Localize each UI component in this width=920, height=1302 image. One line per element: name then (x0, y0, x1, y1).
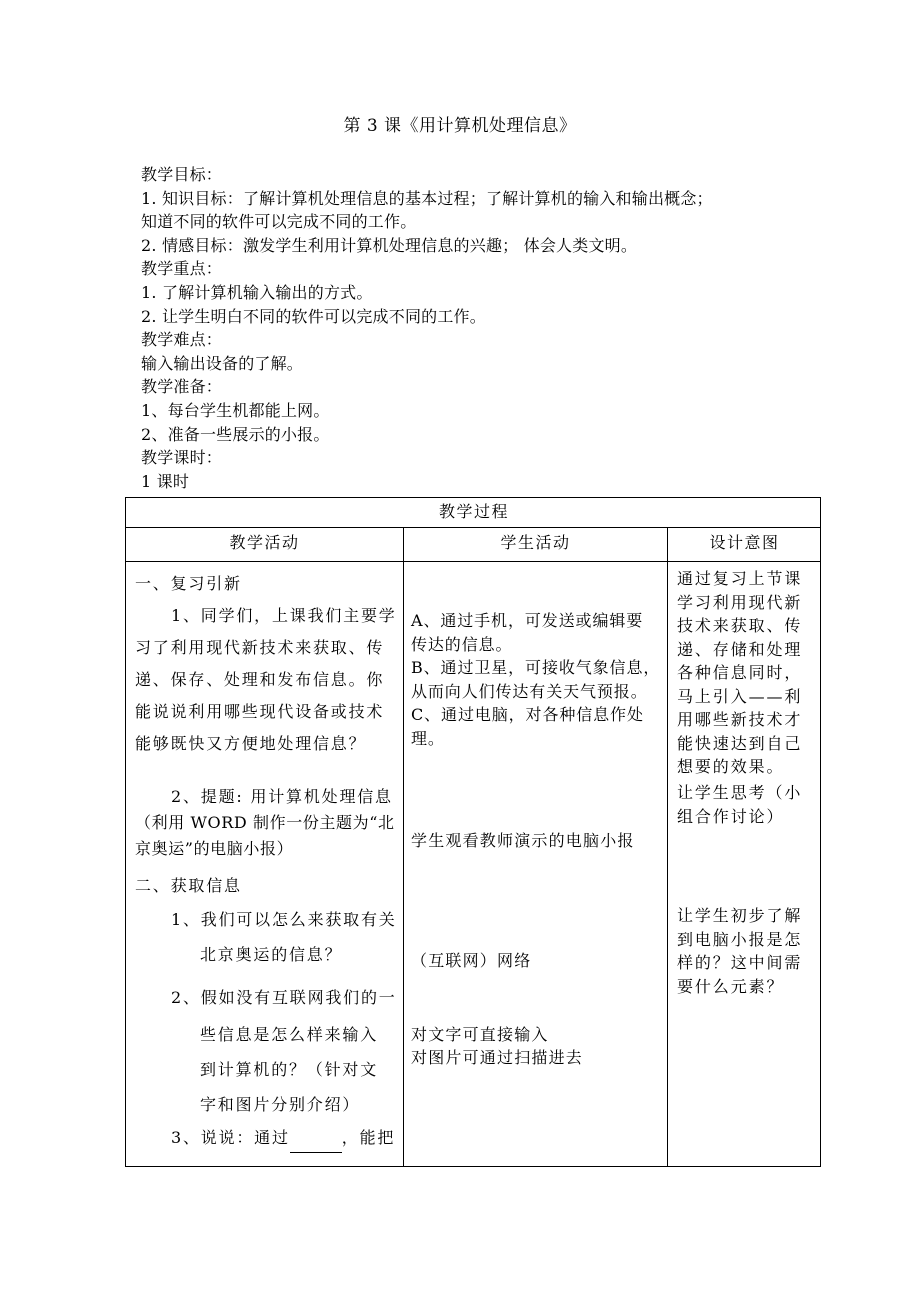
intro-line: 1 课时 (141, 471, 190, 491)
student-internet: （互联网）网络 (411, 951, 532, 970)
column-divider (667, 528, 668, 1166)
intent-line: 能快速达到自己 (677, 733, 803, 753)
intent-line: 技术来获取、传 (677, 616, 803, 635)
student-answer-line: 理。 (411, 728, 445, 748)
intent-line: 马上引入——利 (677, 686, 803, 706)
get-info-question-2: 2、假如没有互联网我们的一 (171, 988, 397, 1007)
get-info-question-1-cont: 北京奥运的信息？ (200, 945, 343, 964)
review-line: 递、保存、处理和发布信息。你 (135, 670, 385, 689)
review-line: 1、同学们，上课我们主要学 (171, 606, 397, 625)
student-watch-demo: 学生观看教师演示的电脑小报 (411, 831, 635, 850)
review-line: 能够既快又方便地处理信息？ (135, 734, 367, 753)
intent-line: 学习利用现代新 (677, 592, 803, 612)
header-design-intent: 设计意图 (709, 533, 780, 552)
student-input-line: 对图片可通过扫描进去 (411, 1048, 584, 1067)
topic-line: （利用 WORD 制作一份主题为“北 (135, 813, 395, 832)
question-3-prefix: 3、说说：通过 (171, 1128, 290, 1147)
intro-line: 教学目标： (141, 165, 223, 184)
student-answer-line: B、通过卫星，可接收气象信息， (411, 658, 661, 677)
get-info-question-1: 1、我们可以怎么来获取有关 (171, 910, 397, 929)
table-rule (126, 527, 820, 528)
get-info-question-3 (171, 1124, 395, 1153)
student-answer-line: A、通过手机，可发送或编辑要 (411, 611, 644, 630)
intent-line: 要什么元素？ (677, 976, 785, 996)
column-divider (403, 528, 404, 1166)
intro-line: 教学难点： (141, 330, 223, 350)
lesson-title: 第 3 课《用计算机处理信息》 (343, 116, 577, 136)
intent-line: 到电脑小报是怎 (677, 929, 803, 949)
lesson-intro (141, 163, 821, 493)
table-rule (126, 561, 820, 562)
review-line: 能说说利用哪些现代设备或技术 (135, 702, 385, 721)
header-student-activity: 学生活动 (500, 533, 571, 552)
student-input-line: 对文字可直接输入 (411, 1025, 549, 1044)
intent-newspaper (677, 904, 817, 998)
topic-question (135, 784, 401, 862)
question-2-line: 到计算机的？（针对文 (200, 1060, 379, 1079)
intent-discussion (677, 781, 817, 828)
question-2-line: 些信息是怎么样来输入 (200, 1025, 379, 1044)
student-answer-line: 从而向人们传达有关天气预报。 (411, 681, 648, 701)
intro-line: 1. 知识目标：了解计算机处理信息的基本过程；了解计算机的输入和输出概念； (141, 188, 713, 208)
intent-line: 组合作讨论） (677, 806, 785, 826)
intent-line: 各种信息同时， (677, 663, 803, 682)
intro-line: 教学课时： (141, 448, 223, 468)
intro-line: 2. 让学生明白不同的软件可以完成不同的工作。 (141, 306, 486, 326)
intro-line: 2、准备一些展示的小报。 (141, 424, 330, 444)
teaching-process-table (125, 497, 821, 1167)
intent-line: 想要的效果。 (677, 757, 785, 776)
intro-line: 1、每台学生机都能上网。 (141, 400, 330, 420)
intro-line: 1. 了解计算机输入输出的方式。 (141, 282, 373, 302)
student-input-methods (411, 1023, 583, 1069)
section-get-info-title: 二、获取信息 (135, 876, 242, 895)
student-answer-line: C、通过电脑，对各种信息作处 (411, 705, 644, 724)
intent-line: 让学生初步了解 (677, 906, 803, 925)
intro-line: 输入输出设备的了解。 (141, 353, 304, 373)
header-teacher-activity: 教学活动 (229, 533, 300, 552)
intro-line: 2. 情感目标：激发学生利用计算机处理信息的兴趣； 体会人类文明。 (141, 235, 638, 255)
question-2-line: 字和图片分别介绍） (200, 1095, 361, 1114)
get-info-question-2-cont (200, 1017, 378, 1122)
review-line: 习了利用现代新技术来获取、传 (135, 638, 385, 657)
section-review-title: 一、复习引新 (135, 574, 242, 593)
topic-line: 京奥运”的电脑小报） (135, 839, 294, 858)
intro-line: 知道不同的软件可以完成不同的工作。 (141, 212, 417, 232)
table-caption: 教学过程 (438, 502, 509, 521)
review-question (135, 600, 397, 760)
intent-line: 样的？这中间需 (677, 953, 803, 972)
fill-blank (290, 1124, 342, 1153)
topic-line: 2、提题: 用计算机处理信息 (171, 787, 393, 806)
question-3-suffix: ，能把 (341, 1128, 396, 1147)
intent-line: 递、存储和处理 (677, 639, 803, 659)
intent-line: 让学生思考（小 (677, 783, 803, 802)
intent-line: 通过复习上节课 (677, 569, 803, 588)
student-answers (411, 609, 663, 750)
intent-line: 用哪些新技术才 (677, 710, 803, 729)
intent-review (677, 567, 817, 779)
intro-line: 教学准备： (141, 377, 223, 397)
intro-line: 教学重点： (141, 259, 223, 279)
student-answer-line: 传达的信息。 (411, 634, 513, 654)
